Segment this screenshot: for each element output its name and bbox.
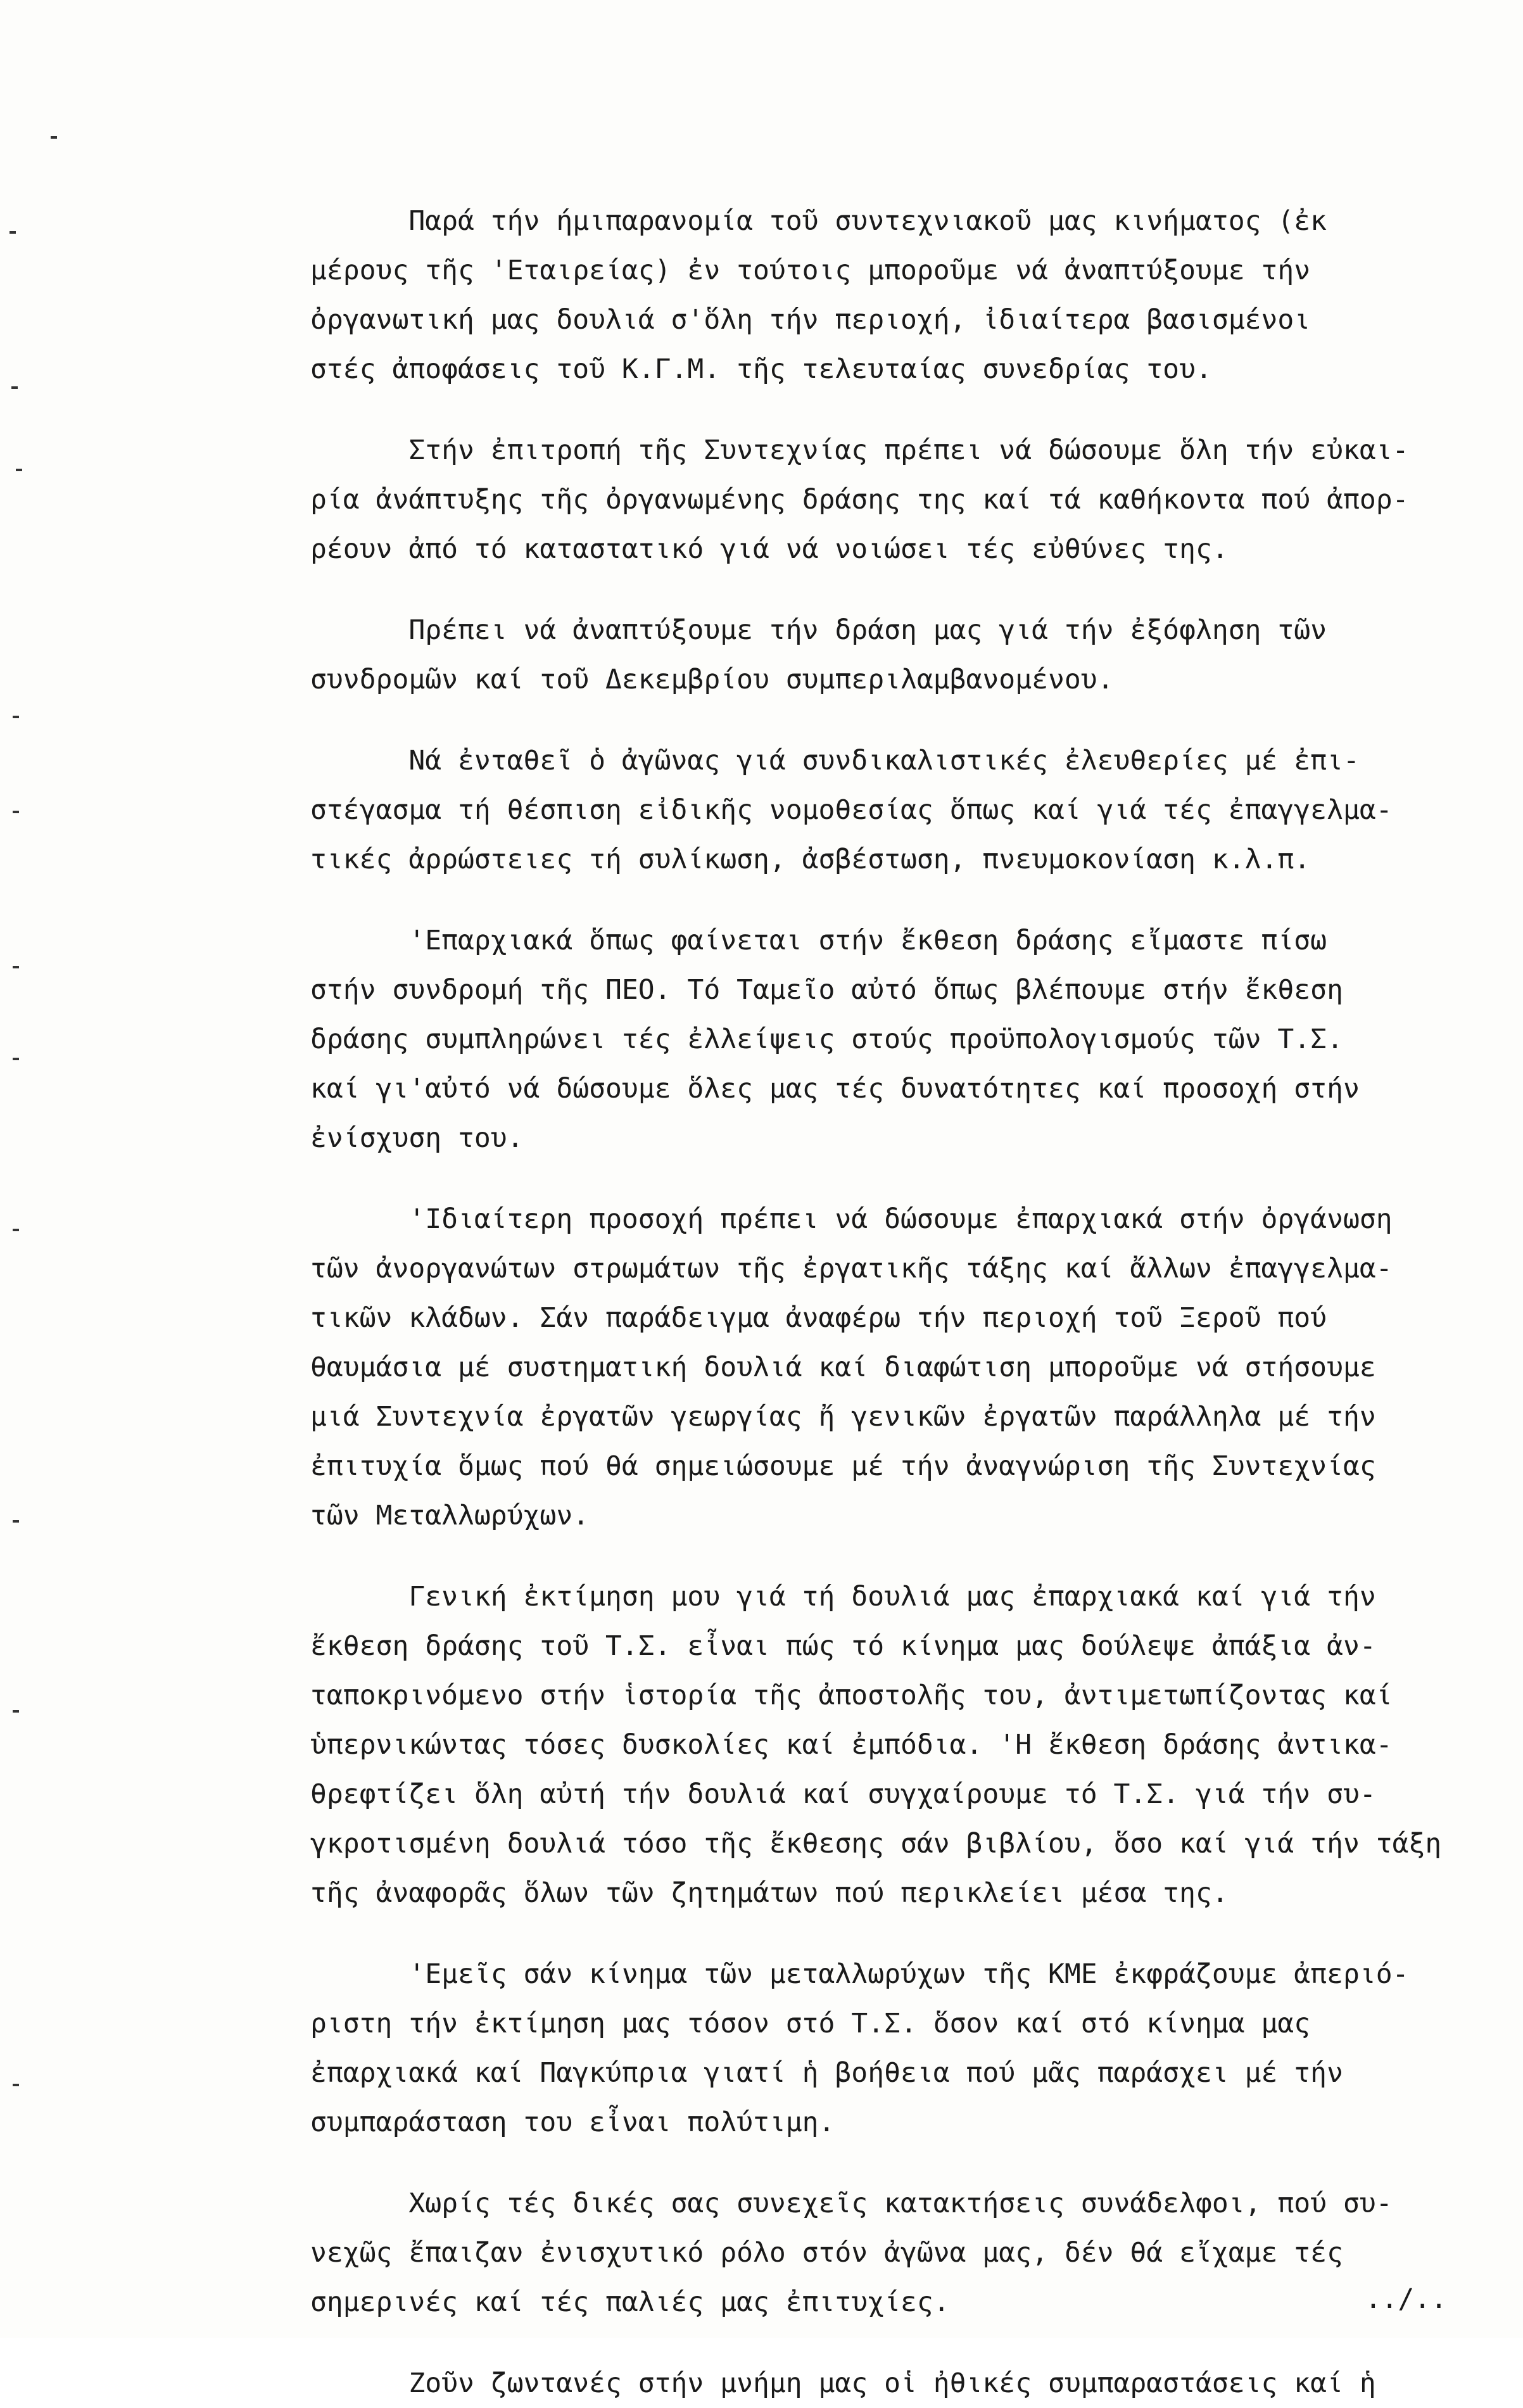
- text-line: συμπαράσταση του εἶναι πολύτιμη.: [310, 2107, 835, 2138]
- paragraph: [310, 1194, 1507, 1540]
- text-line: Γενική ἐκτίμηση μου γιά τή δουλιά μας ἐπαρχιακά καί γιά τήν: [310, 1581, 1376, 1613]
- text-line: ἐπαρχιακά καί Παγκύπρια γιατί ἡ βοήθεια πού μᾶς παράσχει μέ τήν: [310, 2057, 1343, 2089]
- text-line: ἐνίσχυση του.: [310, 1122, 524, 1154]
- margin-mark: [13, 1520, 19, 1523]
- margin-mark: [16, 469, 22, 471]
- text-line: 'Εμεῖς σάν κίνημα τῶν μεταλλωρύχων τῆς ΚΜΕ ἐκφράζουμε ἀπεριό-: [310, 1958, 1409, 1990]
- text-line: Στήν ἐπιτροπή τῆς Συντεχνίας πρέπει νά δώσουμε ὅλη τήν εὐκαι-: [310, 434, 1409, 466]
- text-line: τῶν ἀνοργανώτων στρωμάτων τῆς ἐργατικῆς τάξης καί ἄλλων ἐπαγγελμα-: [310, 1253, 1393, 1284]
- paragraph: [310, 196, 1507, 394]
- text-line: τῆς ἀναφορᾶς ὅλων τῶν ζητημάτων πού περικλείει μέσα της.: [310, 1877, 1229, 1909]
- text-line: τῶν Μεταλλωρύχων.: [310, 1500, 590, 1531]
- text-line: ρία ἀνάπτυξης τῆς ὀργανωμένης δράσης της καί τά καθήκοντα πού ἀπορ-: [310, 484, 1409, 516]
- text-line: στέγασμα τή θέσπιση εἰδικῆς νομοθεσίας ὅπως καί γιά τές ἐπαγγελμα-: [310, 794, 1393, 826]
- text-line: ἐπιτυχία ὅμως πού θά σημειώσουμε μέ τήν ἀναγνώριση τῆς Συντεχνίας: [310, 1450, 1376, 1482]
- text-line: στήν συνδρομή τῆς ΠΕΟ. Τό Ταμεῖο αὐτό ὅπως βλέπουμε στήν ἔκθεση: [310, 974, 1343, 1006]
- margin-mark: [51, 136, 57, 139]
- text-line: τικές ἀρρώστειες τή συλίκωση, ἀσβέστωση, πνευμοκονίαση κ.λ.π.: [310, 844, 1311, 875]
- paragraph: [310, 1572, 1507, 1918]
- text-line: καί γι'αὐτό νά δώσουμε ὅλες μας τές δυνατότητες καί προσοχή στήν: [310, 1073, 1360, 1105]
- text-line: σημερινές καί τές παλιές μας ἐπιτυχίες.: [310, 2286, 950, 2318]
- text-line: τικῶν κλάδων. Σάν παράδειγμα ἀναφέρω τήν περιοχή τοῦ Ξεροῦ πού: [310, 1302, 1327, 1334]
- text-line: ρέουν ἀπό τό καταστατικό γιά νά νοιώσει τές εὐθύνες της.: [310, 533, 1229, 565]
- text-line: Πρέπει νά ἀναπτύξουμε τήν δράση μας γιά τήν ἐξόφληση τῶν: [310, 614, 1327, 646]
- paragraph: [310, 2359, 1507, 2408]
- document-body: [310, 196, 1507, 2408]
- text-line: ριστη τήν ἐκτίμηση μας τόσον στό Τ.Σ. ὅσον καί στό κίνημα μας: [310, 2008, 1311, 2039]
- paragraph: [310, 605, 1507, 704]
- margin-mark: [13, 966, 19, 968]
- margin-mark: [13, 811, 19, 813]
- text-line: ὑπερνικώντας τόσες δυσκολίες καί ἐμπόδια. 'Η ἔκθεση δράσης ἀντικα-: [310, 1729, 1393, 1761]
- text-line: συνδρομῶν καί τοῦ Δεκεμβρίου συμπεριλαμβανομένου.: [310, 664, 1114, 695]
- paragraph: [310, 2179, 1507, 2327]
- text-line: νεχῶς ἔπαιζαν ἐνισχυτικό ρόλο στόν ἀγῶνα μας, δέν θά εἴχαμε τές: [310, 2237, 1343, 2269]
- margin-mark: [11, 386, 18, 389]
- margin-mark: [13, 1229, 19, 1231]
- text-line: 'Ιδιαίτερη προσοχή πρέπει νά δώσουμε ἐπαρχιακά στήν ὀργάνωση: [310, 1203, 1393, 1235]
- text-line: 'Επαρχιακά ὅπως φαίνεται στήν ἔκθεση δράσης εἴμαστε πίσω: [310, 925, 1327, 956]
- margin-mark: [13, 716, 19, 718]
- text-line: γκροτισμένη δουλιά τόσο τῆς ἔκθεσης σάν βιβλίου, ὅσο καί γιά τήν τάξη: [310, 1828, 1442, 1860]
- paragraph: [310, 1949, 1507, 2147]
- paragraph: [310, 736, 1507, 884]
- continuation-mark: ../..: [1365, 2283, 1447, 2315]
- paragraph: [310, 426, 1507, 574]
- text-line: Ζοῦν ζωντανές στήν μνήμη μας οἱ ἠθικές συμπαραστάσεις καί ἡ: [310, 2367, 1376, 2399]
- margin-mark: [13, 1710, 19, 1713]
- paragraph: [310, 916, 1507, 1163]
- text-line: μιά Συντεχνία ἐργατῶν γεωργίας ἤ γενικῶν ἐργατῶν παράλληλα μέ τήν: [310, 1401, 1376, 1433]
- text-line: ταποκρινόμενο στήν ἱστορία τῆς ἀποστολῆς του, ἀντιμετωπίζοντας καί: [310, 1680, 1393, 1711]
- text-line: Χωρίς τές δικές σας συνεχεῖς κατακτήσεις συνάδελφοι, πού συ-: [310, 2188, 1393, 2219]
- text-line: ὀργανωτική μας δουλιά σ'ὅλη τήν περιοχή, ἰδιαίτερα βασισμένοι: [310, 304, 1311, 336]
- text-line: θρεφτίζει ὅλη αὐτή τήν δουλιά καί συγχαίρουμε τό Τ.Σ. γιά τήν συ-: [310, 1778, 1376, 1810]
- text-line: Νά ἐνταθεῖ ὁ ἀγῶνας γιά συνδικαλιστικές ἐλευθερίες μέ ἐπι-: [310, 745, 1360, 776]
- text-line: στές ἀποφάσεις τοῦ Κ.Γ.Μ. τῆς τελευταίας συνεδρίας του.: [310, 353, 1212, 385]
- margin-mark: [13, 1058, 19, 1060]
- text-line: δράσης συμπληρώνει τές ἐλλείψεις στούς προϋπολογισμούς τῶν Τ.Σ.: [310, 1023, 1343, 1055]
- margin-mark: [9, 231, 16, 234]
- text-line: μέρους τῆς 'Εταιρείας) ἐν τούτοις μποροῦμε νά ἀναπτύξουμε τήν: [310, 255, 1311, 286]
- text-line: Παρά τήν ήμιπαρανομία τοῦ συντεχνιακοῦ μας κινήματος (ἐκ: [310, 205, 1327, 237]
- margin-mark: [13, 2084, 19, 2086]
- text-line: ἔκθεση δράσης τοῦ Τ.Σ. εἶναι πώς τό κίνημα μας δούλεψε ἀπάξια ἀν-: [310, 1630, 1376, 1662]
- text-line: θαυμάσια μέ συστηματική δουλιά καί διαφώτιση μποροῦμε νά στήσουμε: [310, 1352, 1376, 1383]
